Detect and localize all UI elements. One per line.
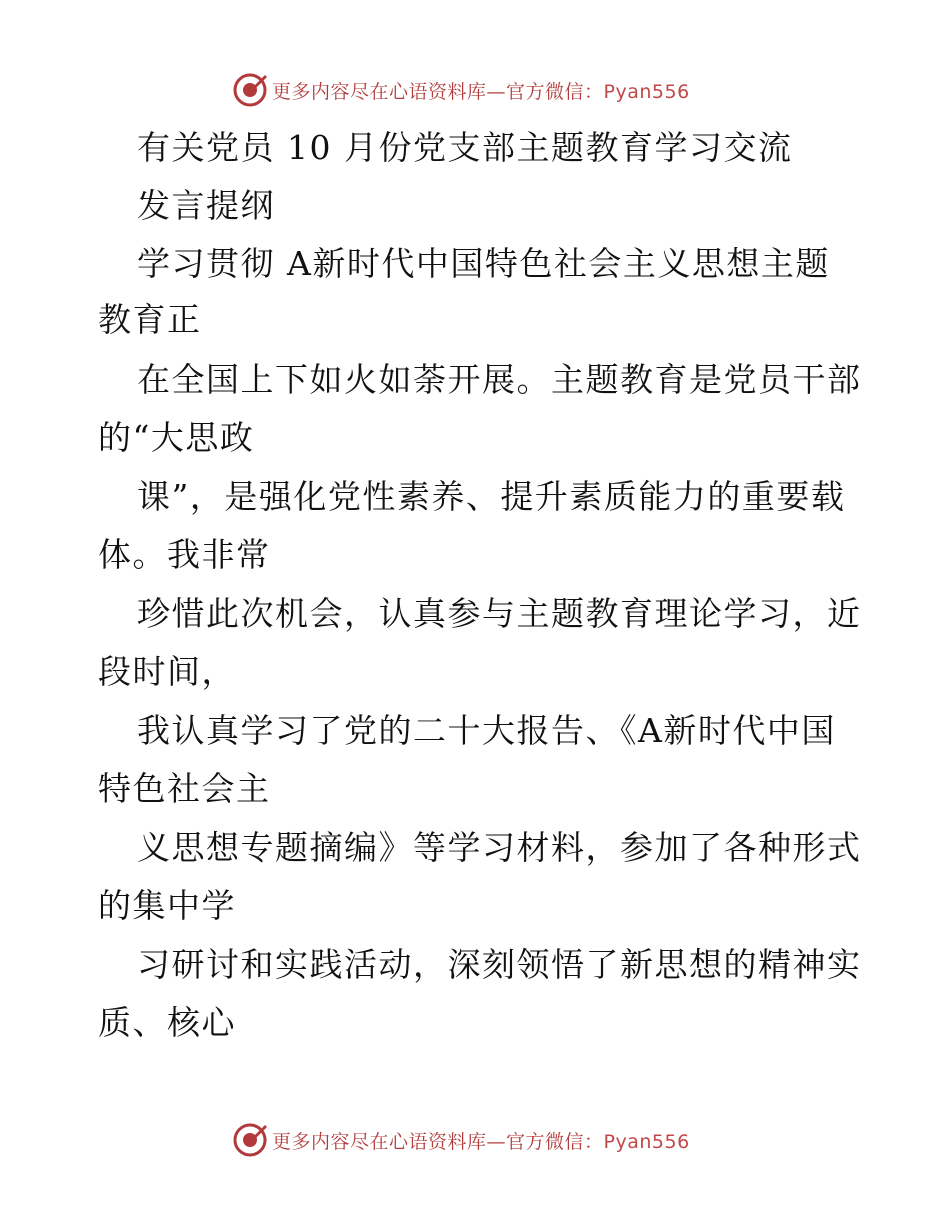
- doc-line: 教育正: [98, 300, 202, 339]
- doc-line: 我认真学习了党的二十大报告、《A新时代中国: [137, 711, 836, 750]
- doc-line: 段时间，: [98, 652, 236, 691]
- watermark-account: Pyan556: [603, 81, 690, 103]
- watermark-text: 更多内容尽在心语资料库—官方微信：Pyan556: [272, 81, 690, 103]
- doc-line: 的集中学: [98, 886, 236, 925]
- doc-line: 质、核心: [98, 1003, 236, 1042]
- doc-line: 学习贯彻 A新时代中国特色社会主义思想主题: [137, 244, 830, 283]
- doc-line: 有关党员 10 月份党支部主题教育学习交流: [137, 128, 793, 167]
- watermark-header: [0, 70, 950, 110]
- doc-line: 习研讨和实践活动，深刻领悟了新思想的精神实: [137, 945, 862, 984]
- doc-line: 在全国上下如火如荼开展。主题教育是党员干部: [137, 360, 862, 399]
- watermark-text: 更多内容尽在心语资料库—官方微信：Pyan556: [272, 1131, 690, 1153]
- doc-line: 体。我非常: [98, 535, 271, 574]
- doc-line: 的“大思政: [98, 418, 255, 457]
- pen-logo-icon: [232, 1122, 268, 1158]
- doc-line: 发言提纲: [137, 186, 275, 225]
- watermark-account: Pyan556: [603, 1131, 690, 1153]
- pen-logo-icon: [232, 72, 268, 108]
- watermark-footer: [0, 1120, 950, 1160]
- doc-line: 珍惜此次机会，认真参与主题教育理论学习，近: [137, 594, 862, 633]
- doc-line: 义思想专题摘编》等学习材料，参加了各种形式: [137, 828, 862, 867]
- doc-line: 特色社会主: [98, 769, 271, 808]
- doc-line: 课”，是强化党性素养、提升素质能力的重要载: [137, 477, 846, 516]
